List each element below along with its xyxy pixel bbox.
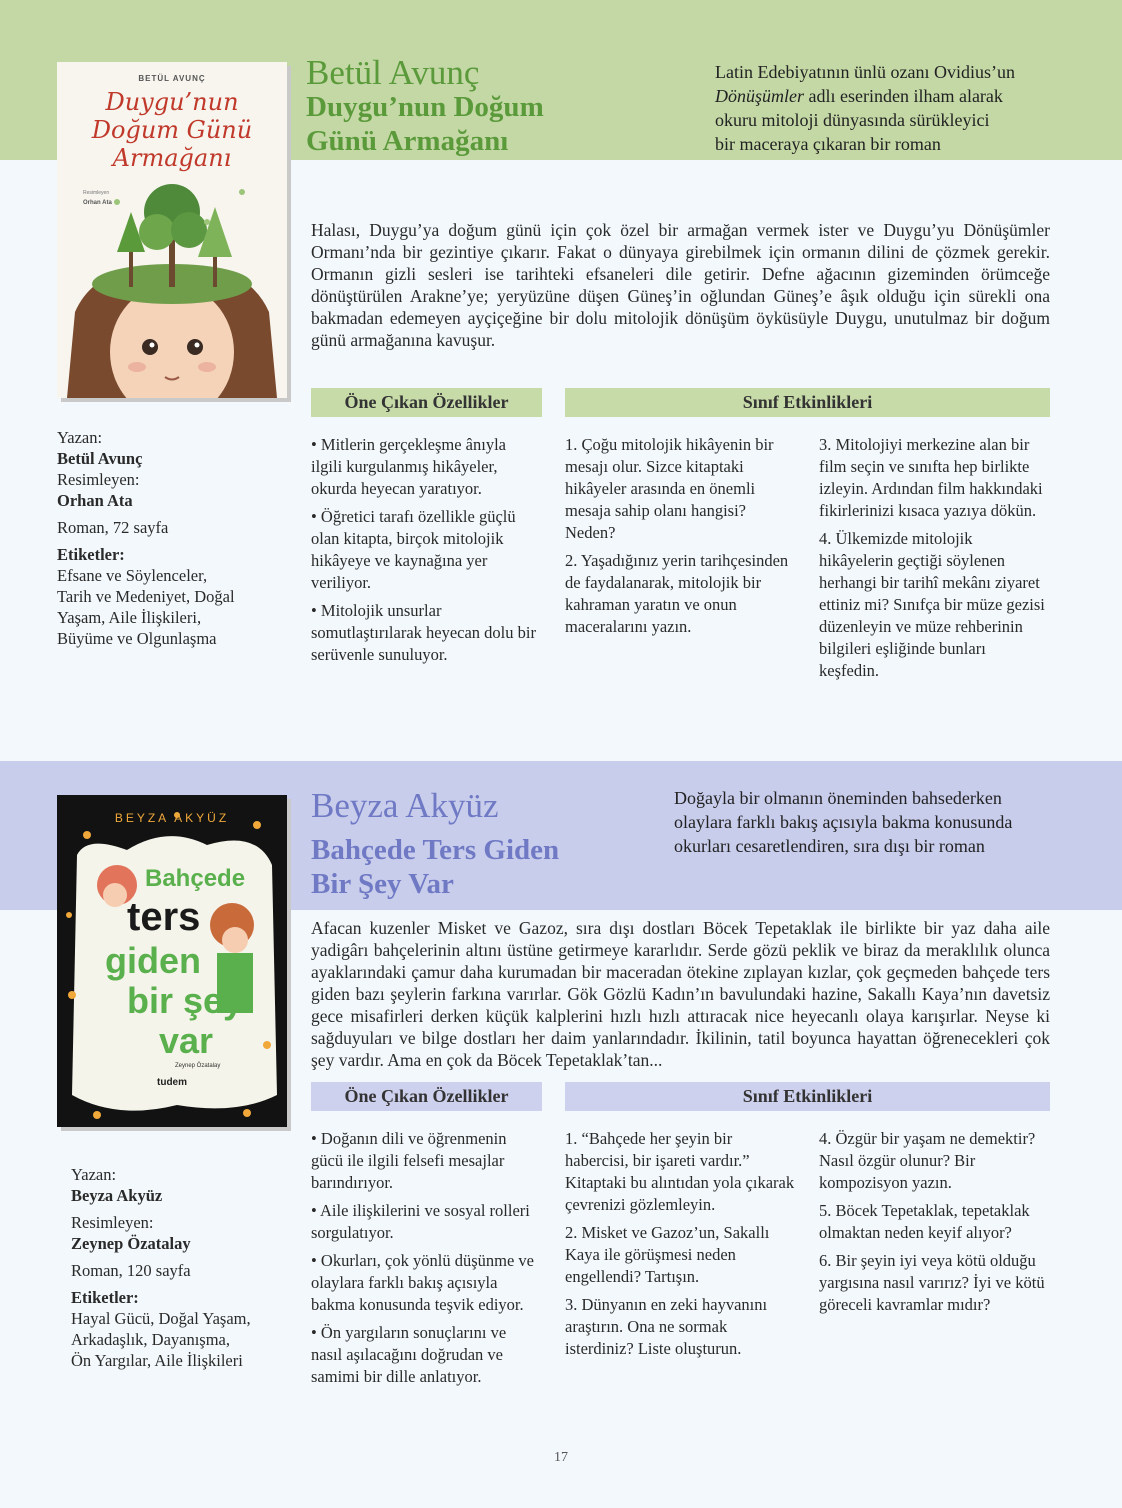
book1-lead-italic: Dönüşümler <box>715 86 804 106</box>
book1-lead <box>715 60 1075 156</box>
book1-features <box>311 434 536 672</box>
book1-meta-illustrator-label: Resimleyen: <box>57 470 140 489</box>
book1-meta-author: Betül Avunç <box>57 449 143 468</box>
book2-activities-header: Sınıf Etkinlikleri <box>565 1082 1050 1111</box>
book2-cover-illustrator: Zeynep Özatalay <box>175 1063 221 1069</box>
book2-meta-tag: Hayal Gücü, Doğal Yaşam, <box>71 1309 251 1328</box>
book2-meta-author-label: Yazan: <box>71 1165 117 1184</box>
book1-title-line1: Duygu’nun Doğum <box>306 91 544 123</box>
book1-lead-line2: Dönüşümler adlı eserinden ilham alarak <box>715 86 1003 106</box>
book2-meta-tags-label: Etiketler: <box>71 1288 139 1307</box>
book2-activities-right <box>819 1128 1049 1322</box>
book1-summary: Halası, Duygu’ya doğum günü için çok özel bir armağan vermek ister ve Duygu’yu Dönüşümler Ormanı’nda bir gezintiye çıkarır. Fakat o dünyaya girebilmek için ormanın dilini de çözmek gerekir. Ormanın gizli sesleri ise tarihteki efsaneleri dile getirir. Defne ağacının gizeminden örümceğe dönüştürülen Arakne’ye; yeryüzüne düşen Güneş’in oğlundan Güneş’e âşık olduğu için sürekli ona bakmadan edemeyen ayçiçeğine bir dolu mitolojik dönüşüm öyküsüyle Duygu, unutulmaz bir doğum günü armağanına kavuşur. <box>311 220 1050 350</box>
book1-cover-illustrator: Orhan Ata <box>83 200 112 206</box>
book1-meta-author-label: Yazan: <box>57 428 103 447</box>
book1-activities-right <box>819 434 1049 688</box>
book1-cover <box>57 62 287 398</box>
activity-item: 1. Çoğu mitolojik hikâyenin bir mesajı olur. Sizce kitaptaki hikâyeler arasında en önemli mesaja sahip olanı hangisi? Neden? <box>565 435 774 542</box>
book1-meta-tags-label: Etiketler: <box>57 545 125 564</box>
feature-item: • Öğretici tarafı özellikle güçlü olan kitapta, birçok mitolojik hikâyeye ve kaynağına yer veriliyor. <box>311 507 516 592</box>
book2-features <box>311 1128 539 1394</box>
book2-lead-line2: olaylara farklı bakış açısıyla bakma konusunda <box>674 812 1013 832</box>
book2-lead-line1: Doğayla bir olmanın öneminden bahsederken <box>674 788 1002 808</box>
book1-cover-author: BETÜL AVUNÇ <box>138 74 206 83</box>
book2-cover-title-3: giden <box>105 940 201 981</box>
book2-meta <box>71 1164 301 1371</box>
activity-item: 4. Özgür bir yaşam ne demektir? Nasıl özgür olunur? Bir kompozisyon yazın. <box>819 1129 1036 1192</box>
feature-item: • Ön yargıların sonuçlarını ve nasıl aşılacağını doğrudan ve samimi bir dille anlatıyor. <box>311 1323 507 1386</box>
book2-title-line2: Bir Şey Var <box>311 868 454 900</box>
book1-author: Betül Avunç <box>306 53 480 92</box>
book1-meta <box>57 427 297 649</box>
book1-cover-title-2: Doğum Günü <box>91 116 253 144</box>
activity-item: 2. Misket ve Gazoz’un, Sakallı Kaya ile görüşmesi neden engellendi? Tartışın. <box>565 1223 770 1286</box>
page-number: 17 <box>554 1450 568 1465</box>
book1-meta-illustrator: Orhan Ata <box>57 491 133 510</box>
book2-title-line1: Bahçede Ters Giden <box>311 834 560 866</box>
book2-meta-tag: Ön Yargılar, Aile İlişkileri <box>71 1351 243 1370</box>
book1-activities-left <box>565 434 795 644</box>
book2-lead-line3: okurları cesaretlendiren, sıra dışı bir roman <box>674 836 985 856</box>
book1-lead-line4: bir maceraya çıkaran bir roman <box>715 134 941 154</box>
feature-item: • Mitlerin gerçekleşme ânıyla ilgili kurgulanmış hikâyeler, okurda heyecan yaratıyor. <box>311 435 506 498</box>
feature-item: • Okurları, çok yönlü düşünme ve olaylara farklı bakış açısıyla bakma konusunda teşvik ediyor. <box>311 1251 534 1314</box>
book2-cover-title-1: Bahçede <box>145 865 246 892</box>
activity-item: 2. Yaşadığınız yerin tarihçesinden de faydalanarak, mitolojik bir kahraman yaratın ve onun maceralarını yazın. <box>565 551 789 636</box>
book1-meta-tag: Tarih ve Medeniyet, Doğal <box>57 587 235 606</box>
book2-cover-title-2: ters <box>127 895 201 939</box>
book1-meta-format: Roman, 72 sayfa <box>57 518 169 537</box>
activity-item: 6. Bir şeyin iyi veya kötü olduğu yargısına nasıl varırız? İyi ve kötü göreceli kavramlar mıdır? <box>819 1251 1045 1314</box>
activity-item: 5. Böcek Tepetaklak, tepetaklak olmaktan neden keyif alıyor? <box>819 1201 1030 1242</box>
activity-item: 3. Dünyanın en zeki hayvanını araştırın. Ona ne sormak isterdiniz? Liste oluşturun. <box>565 1295 768 1358</box>
book1-lead-line3: okuru mitoloji dünyasında sürükleyici <box>715 110 990 130</box>
book2-summary: Afacan kuzenler Misket ve Gazoz, sıra dışı dostları Böcek Tepetaklak ile birlikte bir yaz daha aile yadigârı bahçelerinin altını üstüne getirmeye kararlıdır. Serde gözü peklik ve biraz da meraklılık olunca ayaklarındaki çamur daha kurumadan bir maceradan ötekine zıplayan kızlar, çok geçmeden bahçede ters giden bazı şeylerin farkına varırlar. Gök Gözlü Kadın’ın bavulundaki hazine, Sakallı Kaya’nın davetsiz gece misafirleri derken küçük kalplerini hızlı hızlı attıracak nice heyecanlı olaya karışırlar. Neyse ki sağduyuları ve bilge dostları her daim yanlarındadır. İkilinin, tatil boyunca hayattan öğrenecekleri çok şey vardır. Ama en çok da Böcek Tepetaklak’tan... <box>311 918 1050 1070</box>
book2-meta-author: Beyza Akyüz <box>71 1186 163 1205</box>
book1-cover-title-1: Duygu’nun <box>105 88 239 116</box>
activity-item: 3. Mitolojiyi merkezine alan bir film seçin ve sınıfta hep birlikte izleyin. Ardından film hakkındaki fikirlerinizi kısaca yazıya dökün. <box>819 435 1043 520</box>
activity-item: 4. Ülkemizde mitolojik hikâyelerin geçtiği söylenen herhangi bir tarihî mekânı ziyaret ettiniz mi? Sınıfça bir müze gezisi düzenleyin ve müze rehberinin bilgileri eşliğinde bunları keşfedin. <box>819 529 1045 680</box>
book2-lead <box>674 786 1084 858</box>
book2-meta-illustrator-label: Resimleyen: <box>71 1213 154 1232</box>
book1-activities-header: Sınıf Etkinlikleri <box>565 388 1050 417</box>
book2-meta-format: Roman, 120 sayfa <box>71 1261 191 1280</box>
book2-features-header: Öne Çıkan Özellikler <box>311 1082 542 1111</box>
book2-cover <box>57 795 287 1127</box>
activity-item: 1. “Bahçede her şeyin bir habercisi, bir işareti vardır.” Kitaptaki bu alıntıdan yola çıkarak çevrenizi gözlemleyin. <box>565 1129 795 1214</box>
book1-meta-tag: Efsane ve Söylenceler, <box>57 566 208 585</box>
book2-cover-title-4: bir şey <box>127 980 244 1021</box>
book2-cover-author: BEYZA AKYÜZ <box>114 811 230 825</box>
book1-title-line2: Günü Armağanı <box>306 125 509 157</box>
book1-features-header: Öne Çıkan Özellikler <box>311 388 542 417</box>
book2-cover-title-5: var <box>159 1020 214 1061</box>
book2-author: Beyza Akyüz <box>311 786 499 825</box>
book2-meta-illustrator: Zeynep Özatalay <box>71 1234 191 1253</box>
book2-activities-left <box>565 1128 795 1366</box>
book2-cover-publisher: tudem <box>157 1077 187 1088</box>
book1-meta-tag: Yaşam, Aile İlişkileri, <box>57 608 202 627</box>
book1-cover-illustrator-label: Resimleyen <box>83 190 110 196</box>
book1-lead-line1: Latin Edebiyatının ünlü ozanı Ovidius’un <box>715 62 1015 82</box>
feature-item: • Aile ilişkilerini ve sosyal rolleri sorgulatıyor. <box>311 1201 530 1242</box>
book2-meta-tag: Arkadaşlık, Dayanışma, <box>71 1330 230 1349</box>
book1-meta-tag: Büyüme ve Olgunlaşma <box>57 629 217 648</box>
book1-cover-title-3: Armağanı <box>112 144 232 172</box>
feature-item: • Doğanın dili ve öğrenmenin gücü ile ilgili felsefi mesajlar barındırıyor. <box>311 1129 507 1192</box>
feature-item: • Mitolojik unsurlar somutlaştırılarak heyecan dolu bir serüvenle sunuluyor. <box>311 601 536 664</box>
